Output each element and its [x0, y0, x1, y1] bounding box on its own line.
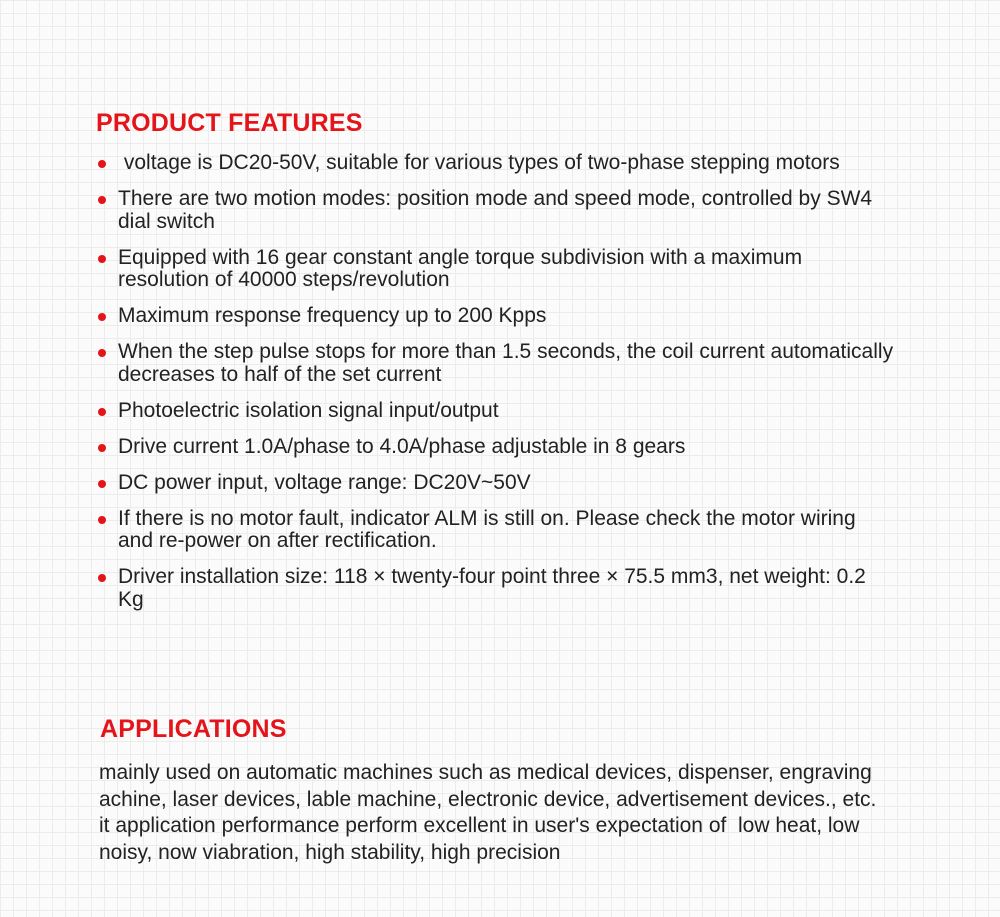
feature-item-5	[96, 341, 896, 386]
applications-line: mainly used on automatic machines such as medical devices, dispenser, engraving	[99, 761, 872, 784]
bullet-icon	[98, 160, 106, 168]
feature-list	[96, 152, 896, 625]
feature-item-4	[96, 305, 896, 328]
feature-item-8	[96, 472, 896, 495]
feature-text: Drive current 1.0A/phase to 4.0A/phase adjustable in 8 gears	[118, 434, 686, 458]
feature-text: DC power input, voltage range: DC20V~50V	[118, 470, 531, 494]
feature-text: Maximum response frequency up to 200 Kpps	[118, 304, 547, 327]
applications-heading: APPLICATIONS	[100, 715, 287, 743]
feature-item-10	[96, 566, 896, 611]
bullet-icon	[98, 349, 106, 357]
bullet-icon	[98, 444, 106, 452]
bullet-icon	[98, 516, 106, 524]
feature-item-1	[96, 152, 896, 175]
feature-item-6	[96, 400, 896, 423]
feature-text: voltage is DC20-50V, suitable for various types of two-phase stepping motors	[118, 151, 840, 174]
bullet-icon	[98, 574, 106, 582]
feature-text: If there is no motor fault, indicator ALM is still on. Please check the motor wiring and re-power on after rectification.	[118, 506, 856, 552]
bullet-icon	[98, 313, 106, 321]
feature-text: There are two motion modes: position mode and speed mode, controlled by SW4 dial switch	[118, 187, 873, 233]
feature-text: Equipped with 16 gear constant angle torque subdivision with a maximum resolution of 40000 steps/revolution	[118, 245, 803, 291]
applications-paragraph	[99, 760, 939, 866]
applications-line: it application performance perform excellent in user's expectation of low heat, low	[99, 814, 860, 837]
feature-item-3	[96, 247, 896, 292]
applications-line: noisy, now viabration, high stability, high precision	[99, 840, 561, 864]
feature-text: Driver installation size: 118 × twenty-four point three × 75.5 mm3, net weight: 0.2 Kg	[118, 565, 866, 611]
feature-item-2	[96, 188, 896, 233]
feature-text: When the step pulse stops for more than 1.5 seconds, the coil current automatically decreases to half of the set current	[118, 340, 894, 386]
feature-text: Photoelectric isolation signal input/output	[118, 398, 499, 422]
feature-item-7	[96, 436, 896, 459]
feature-item-9	[96, 508, 896, 553]
product-features-heading: PRODUCT FEATURES	[96, 109, 363, 137]
applications-line: achine, laser devices, lable machine, electronic device, advertisement devices., etc.	[99, 787, 877, 811]
bullet-icon	[98, 255, 106, 263]
bullet-icon	[98, 408, 106, 416]
bullet-icon	[98, 196, 106, 204]
bullet-icon	[98, 480, 106, 488]
